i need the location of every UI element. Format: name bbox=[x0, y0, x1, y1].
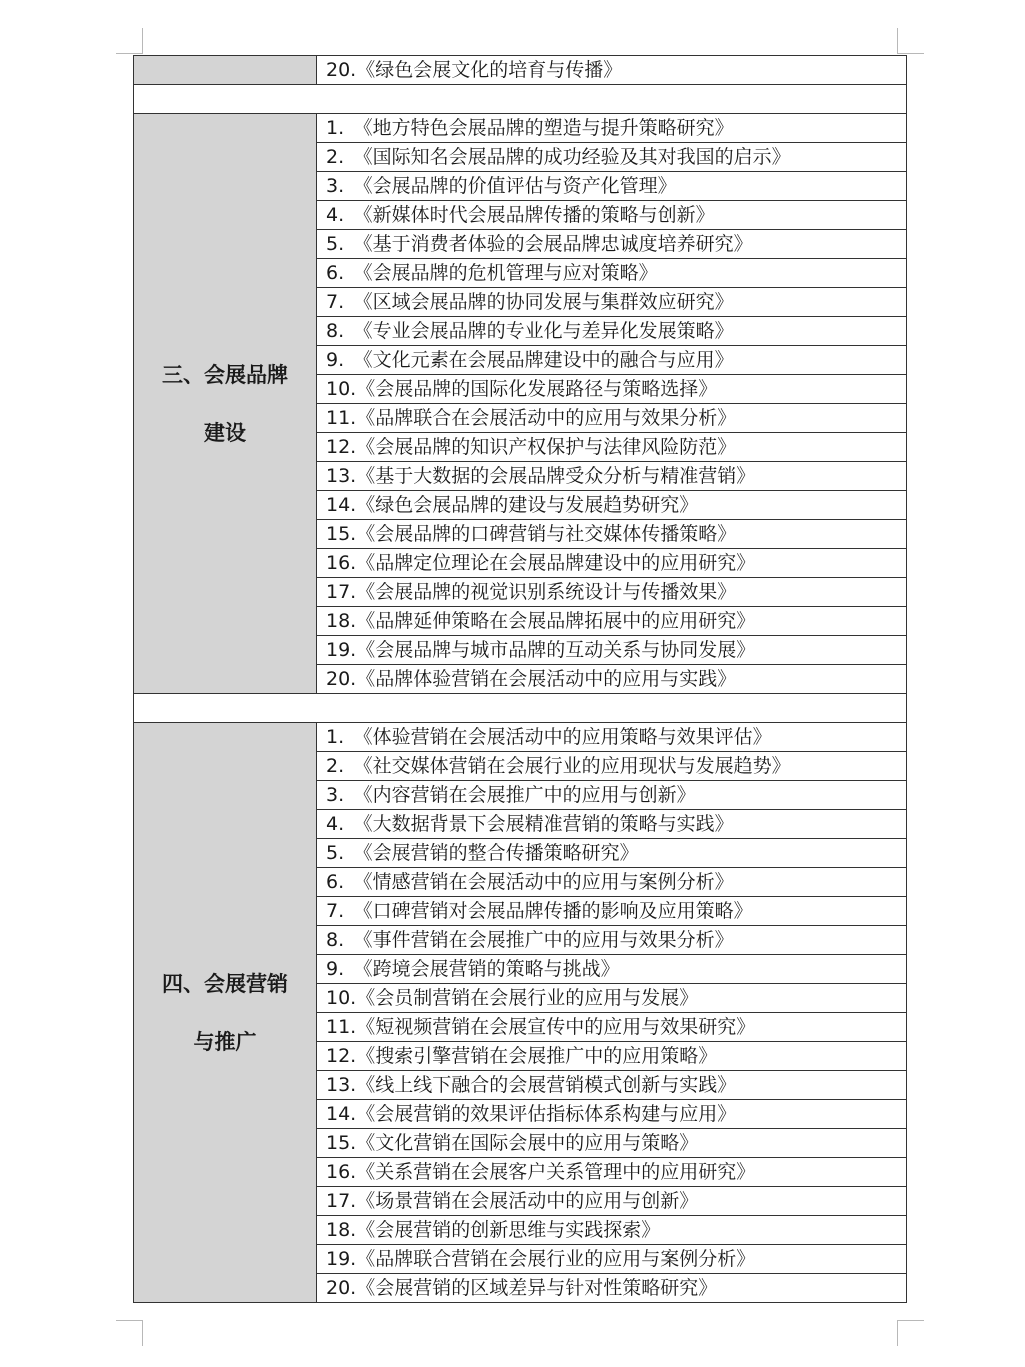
topic-item: 15.《会展品牌的口碑营销与社交媒体传播策略》 bbox=[317, 520, 907, 549]
section-title-line2: 建设 bbox=[204, 420, 246, 445]
section-title-line1: 三、会展品牌 bbox=[162, 362, 288, 387]
topic-item: 9. 《跨境会展营销的策略与挑战》 bbox=[317, 955, 907, 984]
topic-item: 20.《绿色会展文化的培育与传播》 bbox=[317, 56, 907, 85]
topic-item: 5. 《基于消费者体验的会展品牌忠诚度培养研究》 bbox=[317, 230, 907, 259]
topic-item: 8. 《事件营销在会展推广中的应用与效果分析》 bbox=[317, 926, 907, 955]
topic-table-body bbox=[134, 56, 907, 1303]
topic-item: 2. 《社交媒体营销在会展行业的应用现状与发展趋势》 bbox=[317, 752, 907, 781]
topic-item: 3. 《会展品牌的价值评估与资产化管理》 bbox=[317, 172, 907, 201]
topic-item: 18.《品牌延伸策略在会展品牌拓展中的应用研究》 bbox=[317, 607, 907, 636]
topic-item: 3. 《内容营销在会展推广中的应用与创新》 bbox=[317, 781, 907, 810]
section-title-cell bbox=[134, 114, 317, 694]
topic-item: 11.《短视频营销在会展宣传中的应用与效果研究》 bbox=[317, 1013, 907, 1042]
category-cell-previous bbox=[134, 56, 317, 85]
topic-item: 10.《会员制营销在会展行业的应用与发展》 bbox=[317, 984, 907, 1013]
topic-item: 12.《会展品牌的知识产权保护与法律风险防范》 bbox=[317, 433, 907, 462]
section-spacer bbox=[134, 694, 907, 723]
topic-item: 20.《品牌体验营销在会展活动中的应用与实践》 bbox=[317, 665, 907, 694]
topic-item: 1. 《地方特色会展品牌的塑造与提升策略研究》 bbox=[317, 114, 907, 143]
topic-item: 7. 《口碑营销对会展品牌传播的影响及应用策略》 bbox=[317, 897, 907, 926]
topic-item: 10.《会展品牌的国际化发展路径与策略选择》 bbox=[317, 375, 907, 404]
topic-item: 4. 《新媒体时代会展品牌传播的策略与创新》 bbox=[317, 201, 907, 230]
table-row bbox=[134, 56, 907, 85]
topic-item: 18.《会展营销的创新思维与实践探索》 bbox=[317, 1216, 907, 1245]
topic-item: 13.《线上线下融合的会展营销模式创新与实践》 bbox=[317, 1071, 907, 1100]
topic-item: 16.《品牌定位理论在会展品牌建设中的应用研究》 bbox=[317, 549, 907, 578]
topic-item: 11.《品牌联合在会展活动中的应用与效果分析》 bbox=[317, 404, 907, 433]
topic-item: 16.《关系营销在会展客户关系管理中的应用研究》 bbox=[317, 1158, 907, 1187]
topic-item: 6. 《会展品牌的危机管理与应对策略》 bbox=[317, 259, 907, 288]
topic-item: 2. 《国际知名会展品牌的成功经验及其对我国的启示》 bbox=[317, 143, 907, 172]
section-title-line1: 四、会展营销 bbox=[162, 971, 288, 996]
topic-item: 20.《会展营销的区域差异与针对性策略研究》 bbox=[317, 1274, 907, 1303]
topic-item: 17.《会展品牌的视觉识别系统设计与传播效果》 bbox=[317, 578, 907, 607]
crop-mark bbox=[897, 1320, 898, 1346]
crop-mark bbox=[898, 1320, 924, 1321]
crop-mark bbox=[116, 1320, 142, 1321]
topic-item: 9. 《文化元素在会展品牌建设中的融合与应用》 bbox=[317, 346, 907, 375]
topic-item: 5. 《会展营销的整合传播策略研究》 bbox=[317, 839, 907, 868]
crop-mark bbox=[116, 53, 142, 54]
table-row bbox=[134, 114, 907, 143]
crop-mark bbox=[898, 53, 924, 54]
topic-item: 7. 《区域会展品牌的协同发展与集群效应研究》 bbox=[317, 288, 907, 317]
section-spacer bbox=[134, 85, 907, 114]
topic-item: 17.《场景营销在会展活动中的应用与创新》 bbox=[317, 1187, 907, 1216]
topic-item: 4. 《大数据背景下会展精准营销的策略与实践》 bbox=[317, 810, 907, 839]
topic-item: 12.《搜索引擎营销在会展推广中的应用策略》 bbox=[317, 1042, 907, 1071]
section-title-cell bbox=[134, 723, 317, 1303]
topic-item: 14.《绿色会展品牌的建设与发展趋势研究》 bbox=[317, 491, 907, 520]
topic-item: 19.《品牌联合营销在会展行业的应用与案例分析》 bbox=[317, 1245, 907, 1274]
topic-item: 14.《会展营销的效果评估指标体系构建与应用》 bbox=[317, 1100, 907, 1129]
topic-item: 15.《文化营销在国际会展中的应用与策略》 bbox=[317, 1129, 907, 1158]
topic-table bbox=[133, 55, 907, 1303]
topic-item: 8. 《专业会展品牌的专业化与差异化发展策略》 bbox=[317, 317, 907, 346]
table-row bbox=[134, 723, 907, 752]
crop-mark bbox=[897, 28, 898, 54]
crop-mark bbox=[142, 1320, 143, 1346]
crop-mark bbox=[142, 28, 143, 54]
section-title-line2: 与推广 bbox=[193, 1029, 257, 1054]
topic-item: 19.《会展品牌与城市品牌的互动关系与协同发展》 bbox=[317, 636, 907, 665]
topic-item: 1. 《体验营销在会展活动中的应用策略与效果评估》 bbox=[317, 723, 907, 752]
topic-item: 6. 《情感营销在会展活动中的应用与案例分析》 bbox=[317, 868, 907, 897]
topic-item: 13.《基于大数据的会展品牌受众分析与精准营销》 bbox=[317, 462, 907, 491]
